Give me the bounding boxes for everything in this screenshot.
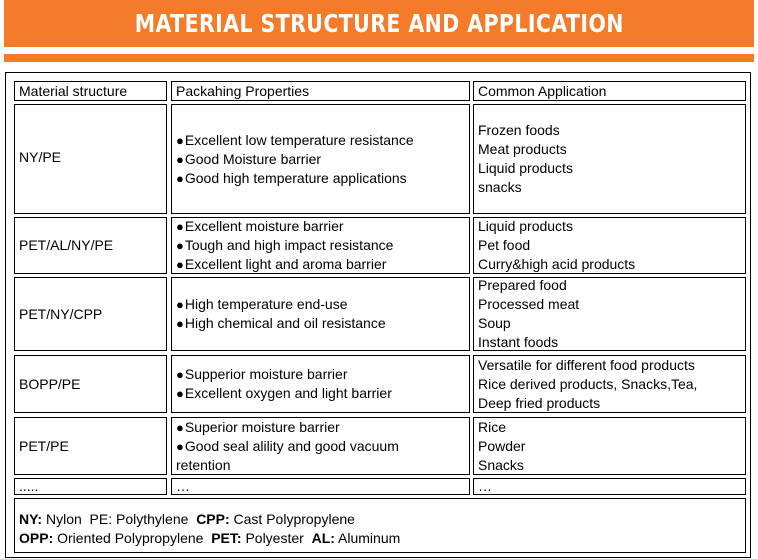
application-item: Frozen foods <box>478 122 560 138</box>
row-2-applications <box>473 217 746 274</box>
application-item: Liquid products <box>478 218 573 234</box>
title-banner <box>4 0 754 47</box>
application-item: Instant foods <box>478 334 559 350</box>
abbr-ny-text: Nylon <box>42 511 90 527</box>
property-item <box>176 365 469 384</box>
bullet-icon: ● <box>176 386 184 401</box>
bullet-icon: ● <box>176 151 184 167</box>
bullet-icon: ● <box>176 238 184 253</box>
page-title: MATERIAL STRUCTURE AND APPLICATION <box>134 9 624 38</box>
material-name: BOPP/PE <box>19 375 81 392</box>
row-3-applications <box>473 277 746 351</box>
ellipsis-text: … <box>478 478 492 494</box>
header-application <box>473 81 746 101</box>
accent-rule <box>4 54 754 62</box>
property-item <box>176 437 469 456</box>
more-row-properties <box>171 478 470 495</box>
material-name: NY/PE <box>19 148 62 165</box>
row-2-properties <box>171 217 470 274</box>
property-item <box>176 295 469 314</box>
abbr-al-text: Aluminum <box>334 530 401 546</box>
row-5-applications <box>473 417 746 475</box>
property-text: Excellent low temperature resistance <box>184 131 414 148</box>
property-text: Superior moisture barrier <box>184 418 340 435</box>
application-item: Powder <box>478 437 526 454</box>
abbr-al: AL: <box>311 530 335 546</box>
property-item <box>176 131 469 150</box>
abbr-pet-text: Polyester <box>241 530 312 546</box>
property-text: Good Moisture barrier <box>184 150 322 167</box>
header-application-label: Common Application <box>478 83 607 99</box>
application-item: snacks <box>478 179 522 195</box>
row-4-applications <box>473 355 746 413</box>
row-1-applications <box>473 104 746 214</box>
property-item <box>176 150 469 169</box>
application-item: Deep fried products <box>478 394 601 411</box>
bullet-icon: ● <box>176 316 184 331</box>
row-4-material <box>14 355 167 413</box>
bullet-icon: ● <box>176 132 184 148</box>
bullet-icon: ● <box>176 219 184 234</box>
row-3-material <box>14 277 167 351</box>
property-item <box>176 217 469 236</box>
property-text: Good seal alility and good vacuum <box>184 437 399 454</box>
ellipsis-text: … <box>176 478 190 494</box>
row-1-material <box>14 104 167 214</box>
bullet-icon: ● <box>176 419 184 435</box>
property-item <box>176 384 469 403</box>
row-1-properties <box>171 104 470 214</box>
more-row-material <box>14 478 167 495</box>
property-text: Tough and high impact resistance <box>184 237 394 253</box>
abbr-cpp-text: Cast Polypropylene <box>229 511 355 527</box>
abbreviation-legend <box>14 498 746 553</box>
application-item: Pet food <box>478 237 531 253</box>
property-text: Excellent moisture barrier <box>184 218 344 234</box>
more-row-application <box>473 478 746 495</box>
abbr-opp: OPP: <box>19 530 54 546</box>
application-item: Prepared food <box>478 277 567 293</box>
material-name: PET/NY/CPP <box>19 305 103 322</box>
ellipsis-text: ..... <box>19 478 39 494</box>
property-text: High temperature end-use <box>184 296 348 312</box>
bullet-icon: ● <box>176 297 184 312</box>
application-item: Rice <box>478 418 507 435</box>
application-item: Versatile for different food products <box>478 356 695 373</box>
property-continuation: retention <box>176 456 231 473</box>
abbr-pe: PE: <box>89 511 113 527</box>
property-text: Good high temperature applications <box>184 169 407 186</box>
abbr-cpp: CPP: <box>196 511 230 527</box>
application-item: Soup <box>478 315 511 331</box>
legend-line-1 <box>19 510 745 529</box>
bullet-icon: ● <box>176 257 184 272</box>
row-2-material <box>14 217 167 274</box>
property-text: Excellent oxygen and light barrier <box>184 385 392 401</box>
bullet-icon: ● <box>176 170 184 186</box>
material-name: PET/AL/NY/PE <box>19 237 114 253</box>
abbr-ny: NY: <box>19 511 43 527</box>
row-5-material <box>14 417 167 475</box>
abbr-opp-text: Oriented Polypropylene <box>53 530 212 546</box>
bullet-icon: ● <box>176 367 184 382</box>
application-item: Processed meat <box>478 296 580 312</box>
property-text: High chemical and oil resistance <box>184 315 386 331</box>
row-3-properties <box>171 277 470 351</box>
property-item <box>176 418 469 437</box>
property-text: Supperior moisture barrier <box>184 366 348 382</box>
header-material <box>14 81 167 101</box>
material-name: PET/PE <box>19 437 69 454</box>
header-properties-label: Packahing Properties <box>176 83 310 99</box>
bullet-icon: ● <box>176 438 184 454</box>
legend-line-2 <box>19 529 745 548</box>
application-item: Curry&high acid products <box>478 256 636 272</box>
row-4-properties <box>171 355 470 413</box>
row-5-properties <box>171 417 470 475</box>
application-item: Liquid products <box>478 160 573 176</box>
application-item: Rice derived products, Snacks,Tea, <box>478 375 698 392</box>
property-item <box>176 236 469 255</box>
header-properties <box>171 81 470 101</box>
application-item: Meat products <box>478 141 567 157</box>
application-item: Snacks <box>478 456 524 473</box>
property-text: Excellent light and aroma barrier <box>184 256 387 272</box>
property-item <box>176 255 469 274</box>
abbr-pet: PET: <box>211 530 242 546</box>
header-material-label: Material structure <box>19 83 128 99</box>
property-item <box>176 314 469 333</box>
abbr-pe-text: Polythylene <box>112 511 197 527</box>
property-item <box>176 169 469 188</box>
